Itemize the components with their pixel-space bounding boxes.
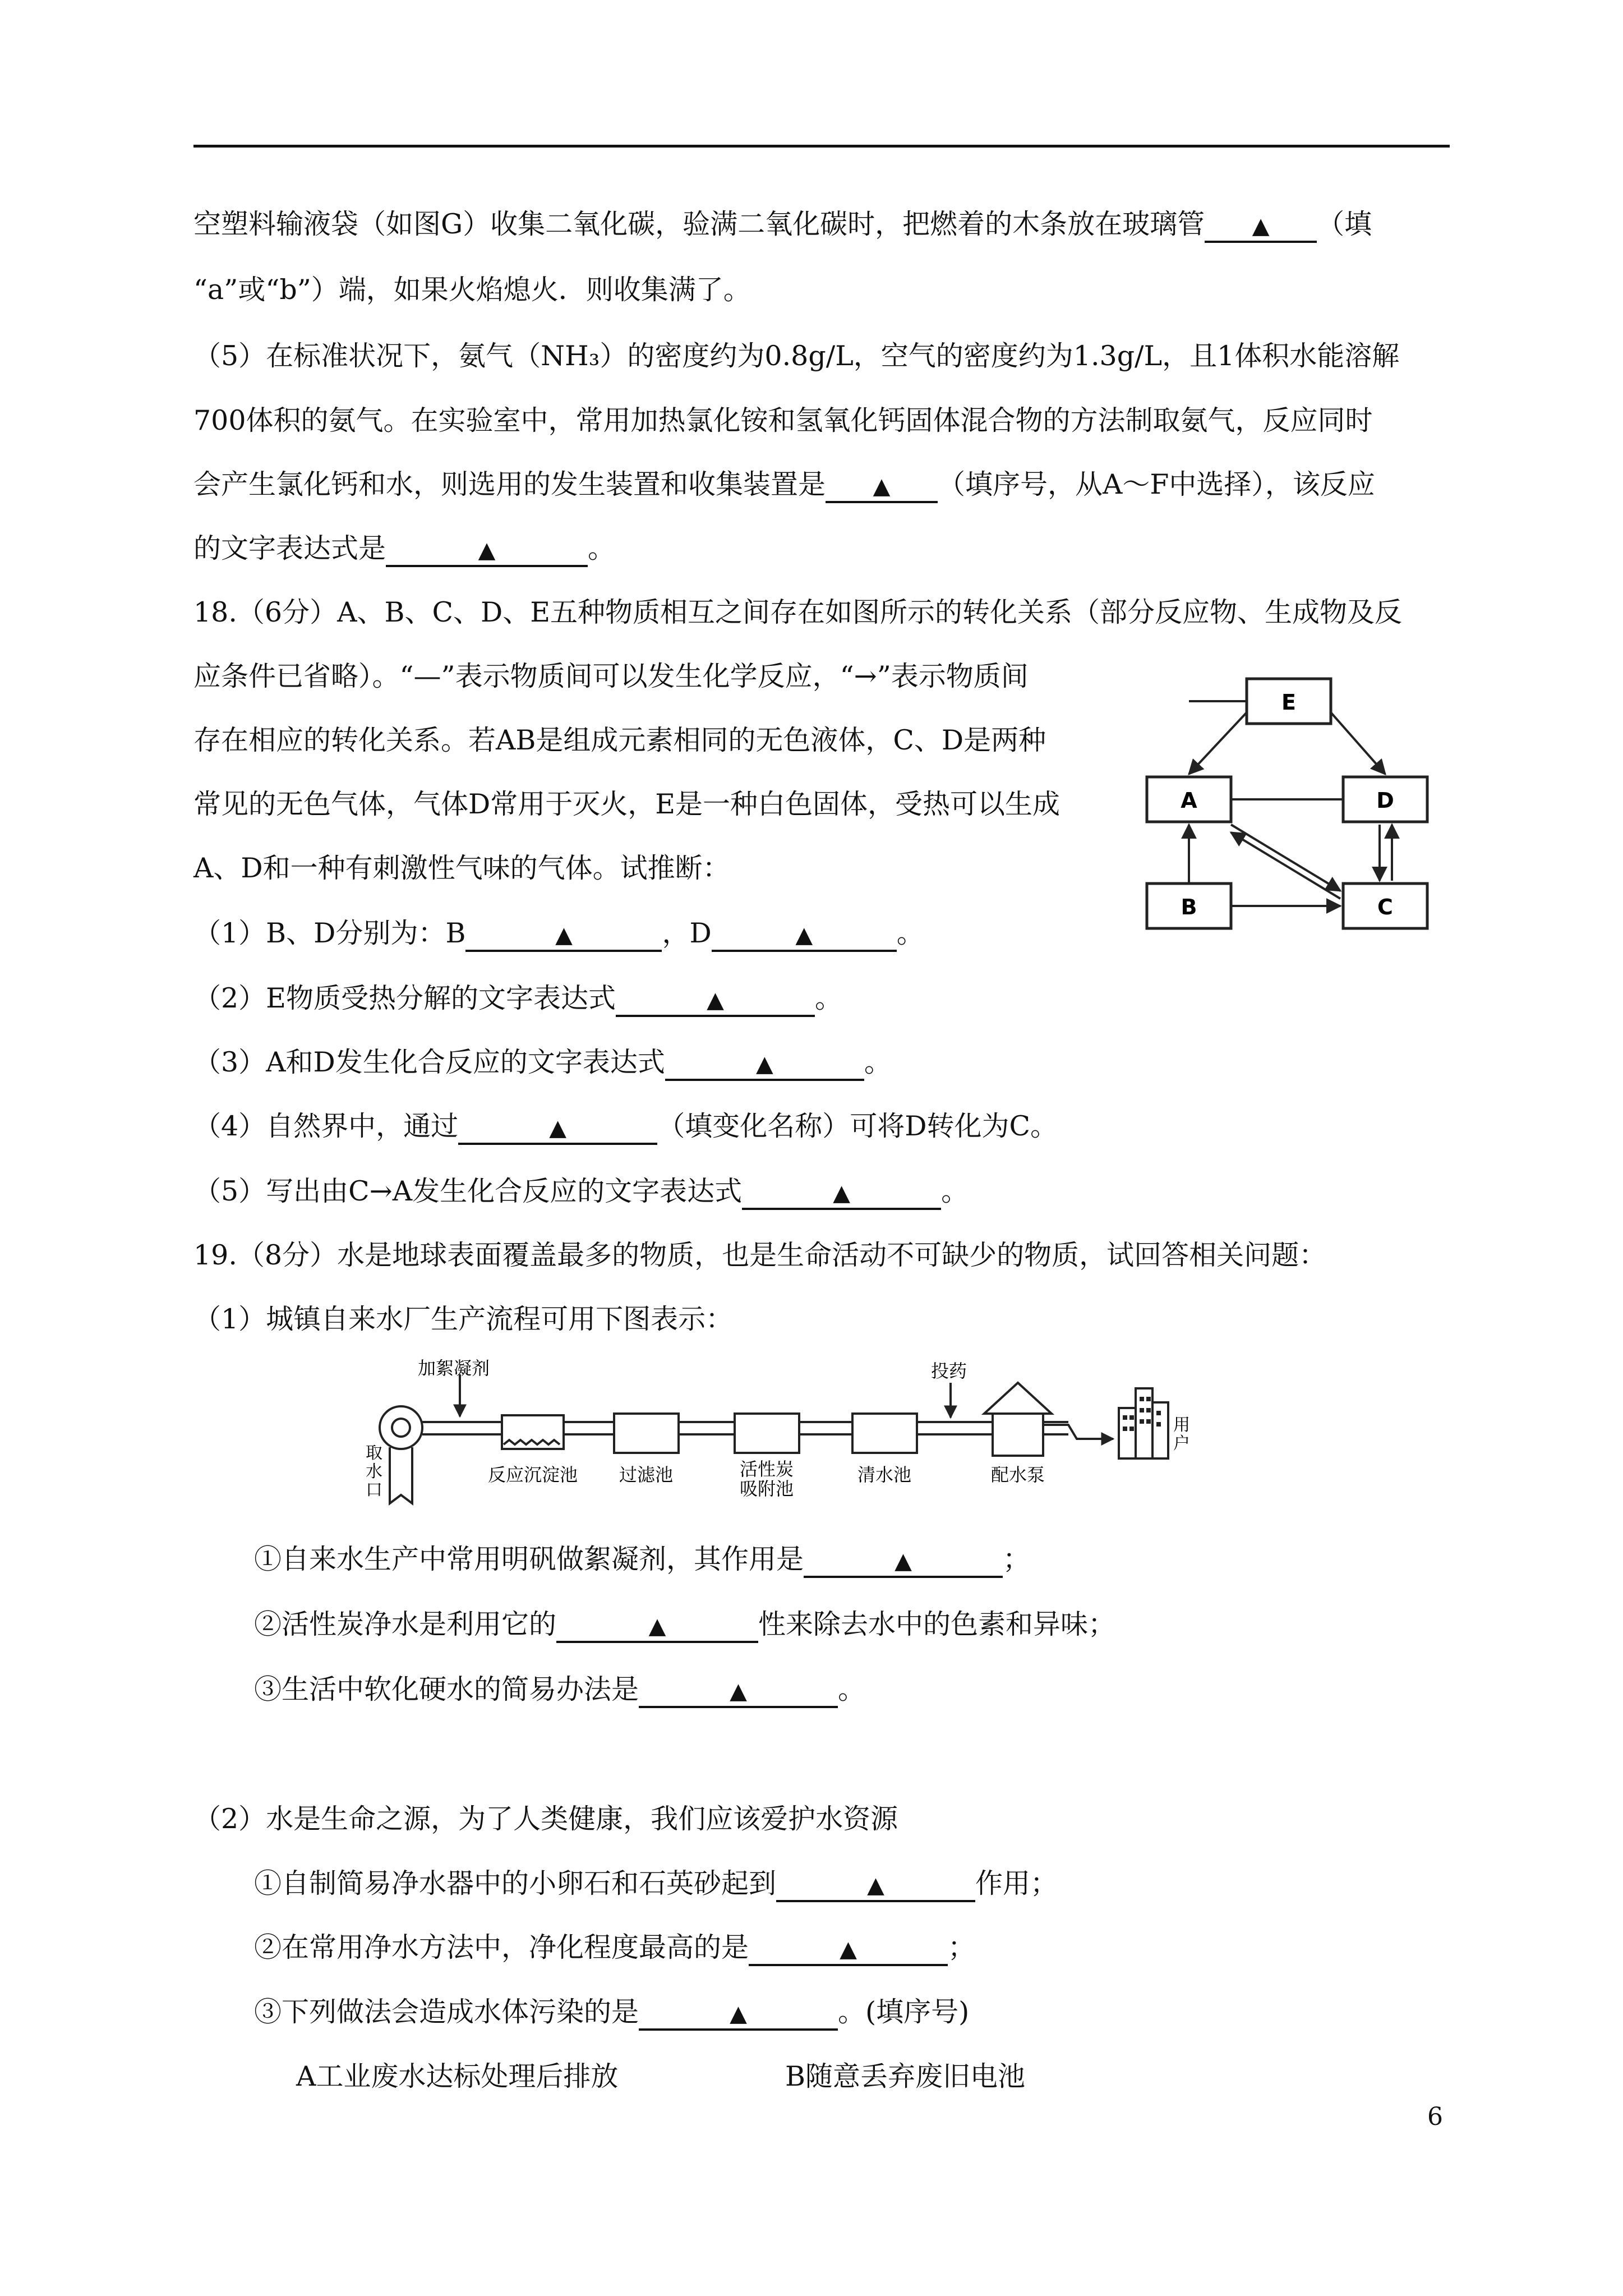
node-e-label: E <box>1281 690 1296 715</box>
q18-line-3: 存在相应的转化关系。若AB是组成元素相同的无色液体，C、D是两种 <box>193 724 1046 756</box>
water-plant-flowchart <box>359 1355 1211 1523</box>
sediment-label: 反应沉淀池 <box>487 1464 578 1485</box>
q17-5-line-1: （5）在标准状况下，氨气（NH₃）的密度约为0.8g/L，空气的密度约为1.3g/L，且1体积水能溶解 <box>193 340 1400 372</box>
node-c-label: C <box>1377 895 1393 919</box>
answer-blank[interactable]: ▲ <box>556 1610 758 1643</box>
q18-sub-1: （1）B、D分别为：B ▲ ，D ▲ 。 <box>193 917 924 952</box>
answer-blank[interactable]: ▲ <box>1205 210 1317 243</box>
answer-blank[interactable]: ▲ <box>665 1048 864 1081</box>
q17-line-1: 空塑料输液袋（如图G）收集二氧化碳，验满二氧化碳时，把燃着的木条放在玻璃管 ▲ （填 <box>193 208 1372 243</box>
node-a-label: A <box>1181 788 1197 813</box>
user-label-1: 用 <box>1173 1415 1190 1435</box>
q19-1-item-3: ③生活中软化硬水的简易办法是 ▲ 。 <box>254 1673 865 1708</box>
answer-blank-b[interactable]: ▲ <box>465 919 662 952</box>
answer-blank[interactable]: ▲ <box>804 1545 1003 1578</box>
q17-5-line-4: 的文字表达式是 ▲ 。 <box>193 532 615 567</box>
answer-blank[interactable]: ▲ <box>776 1869 975 1902</box>
q19-part-2: （2）水是生命之源，为了人类健康，我们应该爱护水资源 <box>193 1803 898 1835</box>
q18-sub-2: （2）E物质受热分解的文字表达式 ▲ 。 <box>193 982 842 1017</box>
q18-sub-4: （4）自然界中，通过 ▲ （填变化名称）可将D转化为C。 <box>193 1110 1058 1145</box>
answer-blank[interactable]: ▲ <box>749 1933 948 1966</box>
q19-option-b: B随意丢弃废旧电池 <box>785 2060 1026 2092</box>
arrow-c-a <box>1231 832 1340 899</box>
tank-carbon <box>735 1414 799 1453</box>
q18-sub-3: （3）A和D发生化合反应的文字表达式 ▲ 。 <box>193 1046 892 1081</box>
q18-sub-5: （5）写出由C→A发生化合反应的文字表达式 ▲ 。 <box>193 1175 969 1210</box>
intake-label-2: 水 <box>366 1462 382 1481</box>
answer-blank[interactable]: ▲ <box>639 1675 838 1708</box>
q17-5-line-3: 会产生氯化钙和水，则选用的发生装置和收集装置是 ▲ （填序号，从A～F中选择），该反应 <box>193 468 1375 503</box>
intake-label-3: 口 <box>366 1480 382 1500</box>
carbon-label-2: 吸附池 <box>739 1478 794 1499</box>
answer-blank[interactable]: ▲ <box>386 534 588 567</box>
answer-blank[interactable]: ▲ <box>742 1177 941 1210</box>
q17-5-line-2: 700体积的氨气。在实验室中，常用加热氯化铵和氢氧化钙固体混合物的方法制取氨气，反应同时 <box>193 404 1373 436</box>
q19-2-item-1: ①自制简易净水器中的小卵石和石英砂起到 ▲ 作用； <box>254 1867 1058 1902</box>
arrow-a-c <box>1231 825 1340 891</box>
answer-blank[interactable]: ▲ <box>639 1998 838 2031</box>
arrow-e-d <box>1331 712 1385 774</box>
node-d-label: D <box>1376 788 1394 813</box>
q19-2-item-2: ②在常用净水方法中，净化程度最高的是 ▲ ； <box>254 1931 975 1966</box>
tank-sediment <box>502 1415 564 1449</box>
filter-label: 过滤池 <box>619 1464 674 1485</box>
page-number: 6 <box>1427 2102 1443 2131</box>
q17-line-2: “a”或“b”）端，如果火焰熄火．则收集满了。 <box>193 274 751 306</box>
q18-line-4: 常见的无色气体，气体D常用于灭火，E是一种白色固体，受热可以生成 <box>193 788 1061 820</box>
answer-blank[interactable]: ▲ <box>458 1112 657 1145</box>
dosing-label: 投药 <box>931 1360 967 1382</box>
q19-option-a: A工业废水达标处理后排放 <box>296 2060 619 2092</box>
header-rule <box>193 145 1450 148</box>
q19-line-1: 19.（8分）水是地球表面覆盖最多的物质，也是生命活动不可缺少的物质，试回答相关问题： <box>193 1239 1327 1271</box>
q18-line-2: 应条件已省略）。“—”表示物质间可以发生化学反应，“→”表示物质间 <box>193 660 1029 692</box>
q19-1-item-2: ②活性炭净水是利用它的 ▲ 性来除去水中的色素和异味； <box>254 1608 1115 1643</box>
q19-1-item-1: ①自来水生产中常用明矾做絮凝剂，其作用是 ▲ ； <box>254 1543 1030 1578</box>
q18-line-5: A、D和一种有刺激性气味的气体。试推断： <box>193 852 730 884</box>
answer-blank-d[interactable]: ▲ <box>712 919 897 952</box>
carbon-label-1: 活性炭 <box>739 1458 794 1480</box>
arrow-e-a <box>1189 712 1247 774</box>
conversion-diagram <box>1141 668 1433 937</box>
user-label-2: 户 <box>1173 1434 1190 1453</box>
clean-label: 清水池 <box>857 1464 912 1485</box>
q18-line-1: 18.（6分）A、B、C、D、E五种物质相互之间存在如图所示的转化关系（部分反应物、生成物及反 <box>193 596 1403 628</box>
intake-label-1: 取 <box>366 1443 382 1463</box>
tank-clean <box>852 1414 917 1453</box>
q19-part-1: （1）城镇自来水厂生产流程可用下图表示： <box>193 1303 734 1335</box>
pump-label: 配水泵 <box>990 1464 1045 1485</box>
intake-ring <box>380 1406 422 1449</box>
pump-house <box>993 1411 1043 1456</box>
answer-blank[interactable]: ▲ <box>616 984 815 1017</box>
node-b-label: B <box>1181 895 1197 919</box>
coagulant-label: 加絮凝剂 <box>418 1358 490 1379</box>
q19-2-item-3: ③下列做法会造成水体污染的是 ▲ 。(填序号) <box>254 1995 969 2031</box>
tank-filter <box>614 1414 679 1453</box>
answer-blank[interactable]: ▲ <box>826 470 938 503</box>
